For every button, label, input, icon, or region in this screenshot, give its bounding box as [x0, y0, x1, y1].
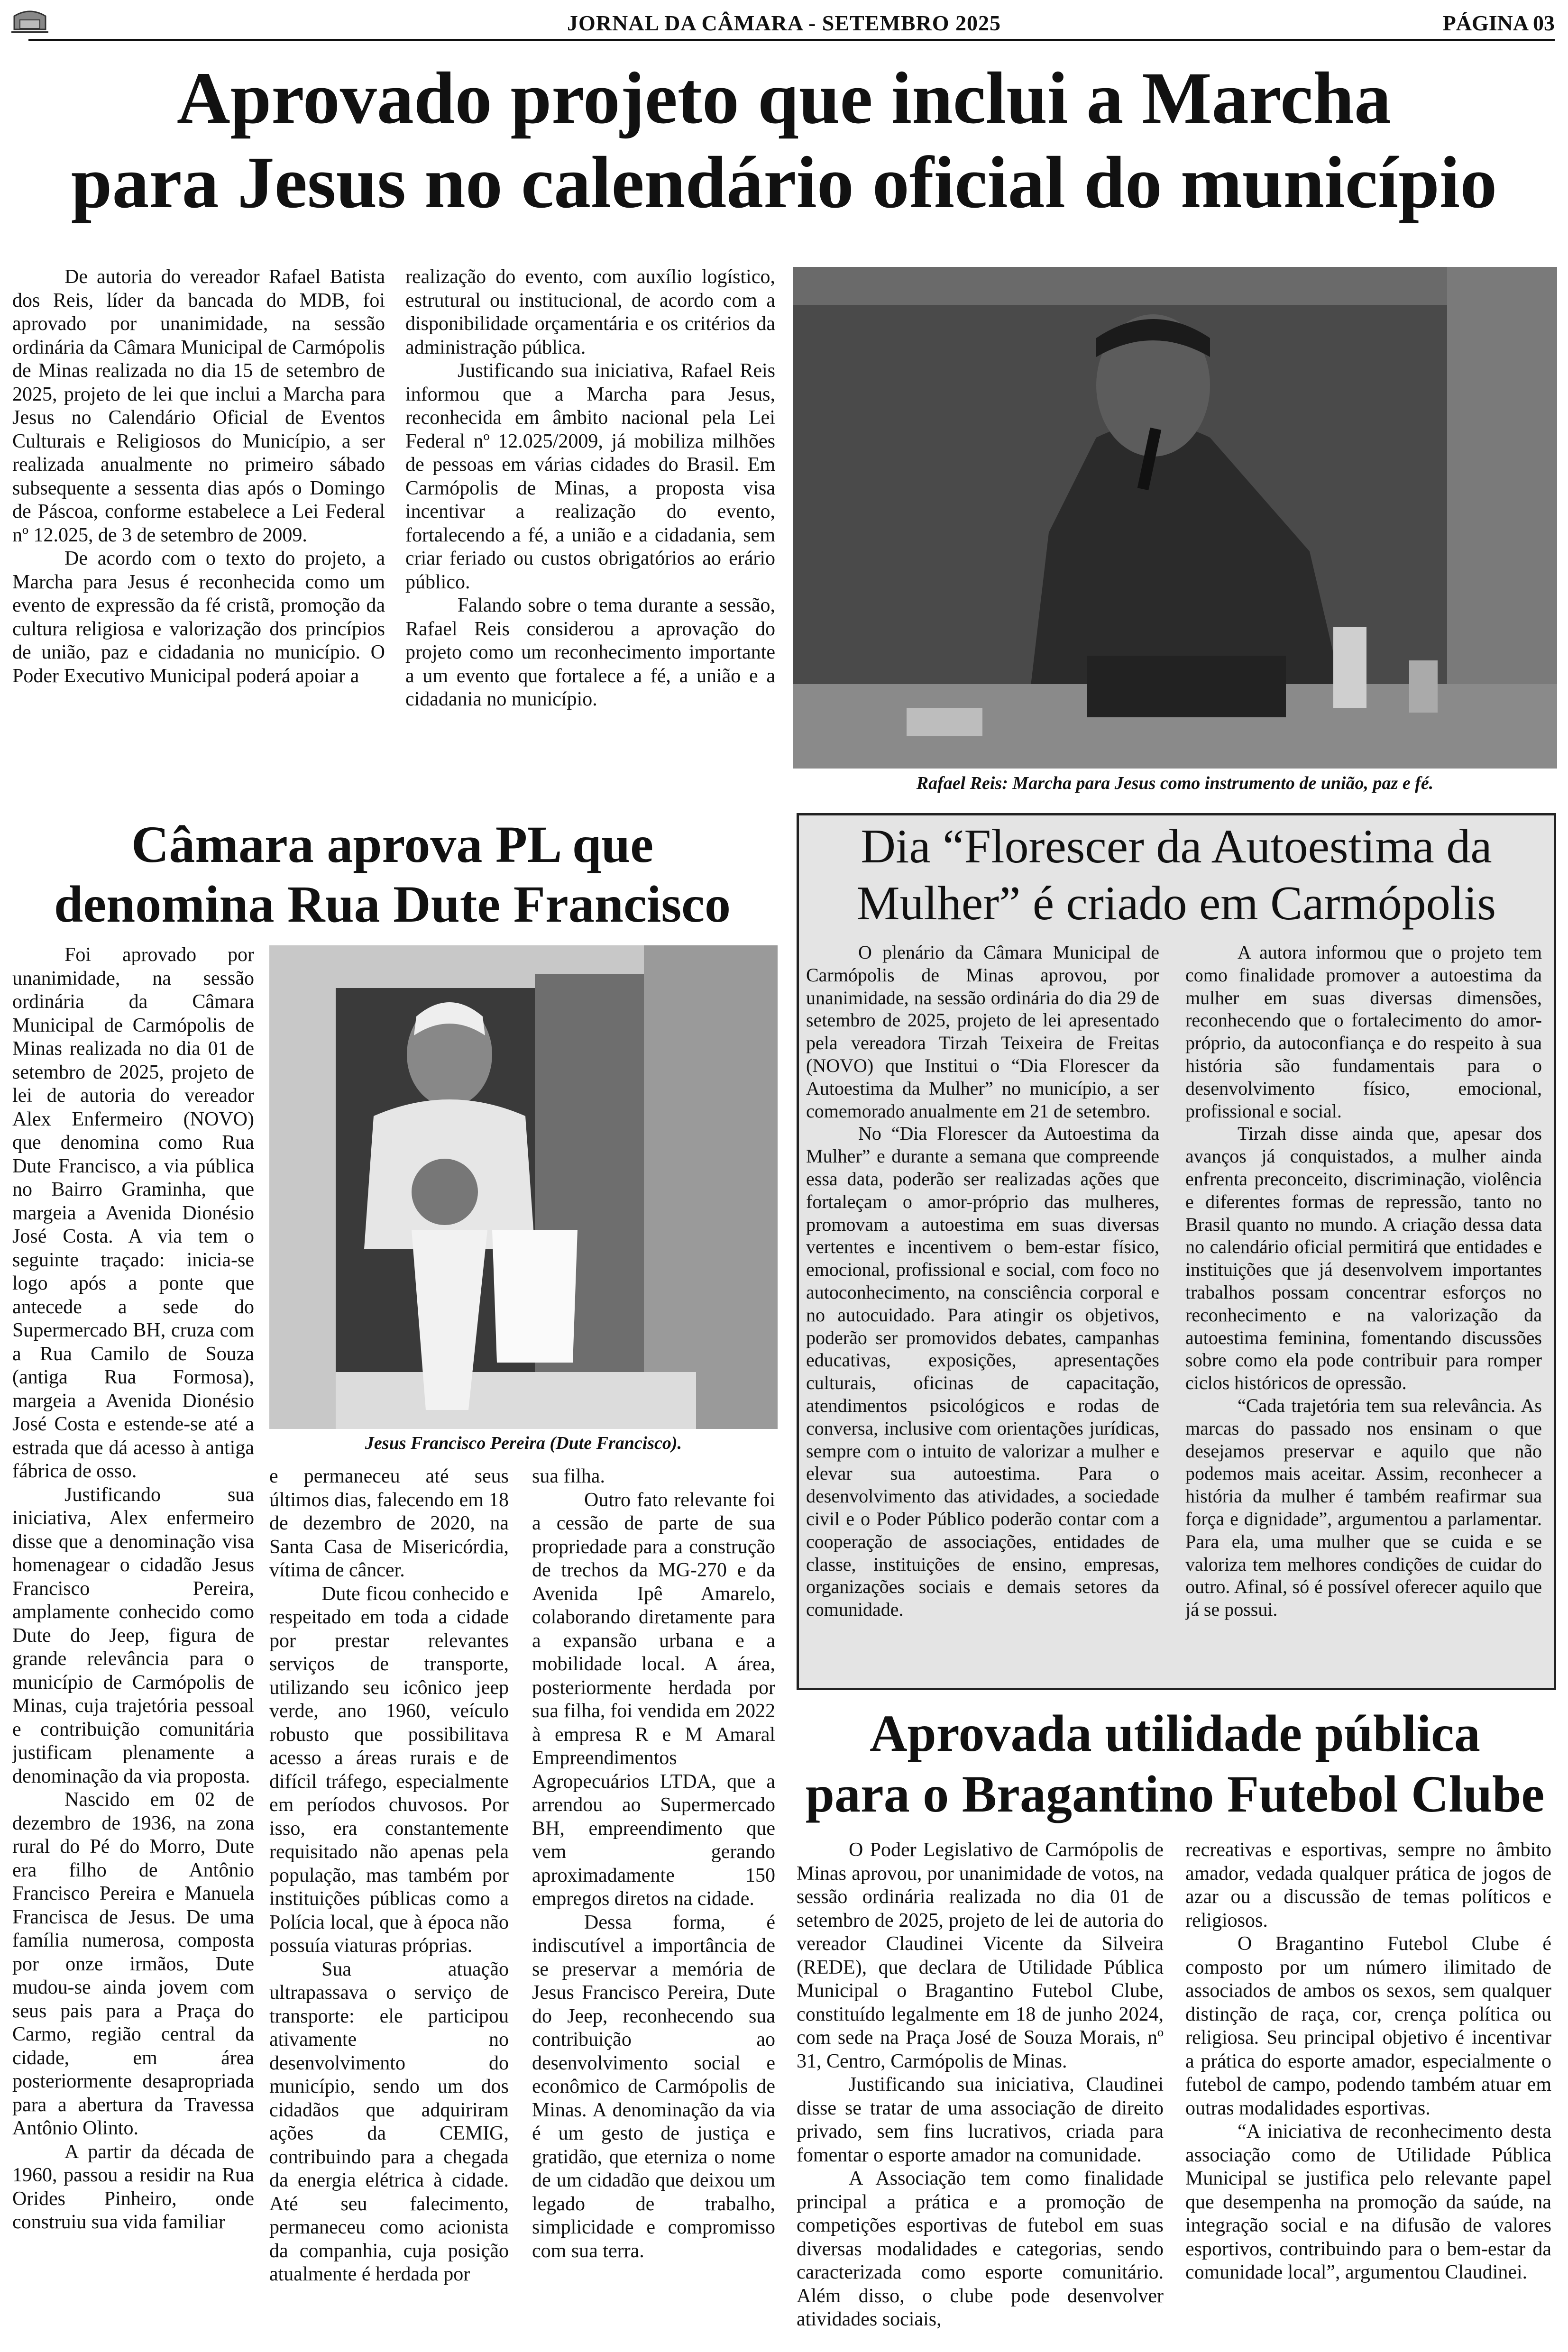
article3-paragraph: Tirzah disse ainda que, apesar dos avanços já conquistados, a mulher ainda enfrenta preconceito, discriminação, violência e diferentes formas de repressão, tanto no Brasil quanto no mundo. A criação dessa data no calendário oficial permitirá que entidades e instituições que já desenvolvem importantes trabalhos possam concentrar esforços no reconhecimento e na valorização da autoestima feminina, fomentando discussões sobre como ela pode contribuir para romper ciclos históricos de opressão. [1185, 1123, 1542, 1394]
newspaper-title: JORNAL DA CÂMARA - SETEMBRO 2025 [567, 11, 1001, 35]
article1-paragraph: Justificando sua iniciativa, Rafael Reis informou que a Marcha para Jesus, reconhecida em âmbito nacional pela Lei Federal nº 12.025/2009, já mobiliza milhões de pessoas em várias cidades do Brasil. Em Carmópolis de Minas, a proposta visa incentivar a realização do evento, fortalecendo a fé, a união e a cidadania, sem criar feriado ou custos obrigatórios ao erário público. [405, 360, 775, 593]
article4-paragraph: A Associação tem como finalidade principal a prática e a promoção de competições esportivas de futebol em suas diversas modalidades e categorias, sendo caracterizada como esporte comunitário. Além disso, o clube pode desenvolver atividades sociais, [797, 2168, 1164, 2330]
article3-headline-line2: Mulher” é criado em Carmópolis [856, 877, 1496, 930]
article4-headline-line1: Aprovada utilidade pública [870, 1704, 1480, 1762]
article2-paragraph-cont: e permaneceu até seus últimos dias, falecendo em 18 de dezembro de 2020, na Santa Casa de Misericórdia, vítima de câncer. [269, 1465, 509, 1581]
article2-headline [9, 815, 775, 934]
article3-paragraph: “Cada trajetória tem sua relevância. As marcas do passado nos ensinam o que desejamos preservar e aquilo que não podemos mais aceitar. Assim, reconhecer a história da mulher é também reafirmar sua força e dignidade”, argumentou a parlamentar. Para ela, uma mulher que se cuida e se valoriza tem melhores condições de cuidar do outro. Afinal, só é possível oferecer aquilo que já se possui. [1185, 1394, 1542, 1620]
article1-headline [9, 56, 1559, 225]
article3-column-2 [1185, 941, 1542, 1681]
dute-francisco-photo [269, 945, 778, 1429]
article1-headline-line1: Aprovado projeto que inclui a Marcha [176, 57, 1392, 139]
article2-paragraph: Dessa forma, é indiscutível a importância de se preservar a memória de Jesus Francisco Pereira, Dute do Jeep, reconhecendo sua contribuição ao desenvolvimento social e econômico de Carmópolis de Minas. A denominação da via é um gesto de justiça e gratidão, que eterniza o nome de um cidadão que deixou um legado de trabalho, simplicidade e compromisso com sua terra. [532, 1911, 775, 2262]
article1-paragraph-cont: realização do evento, com auxílio logístico, estrutural ou institucional, de acordo com a disponibilidade orçamentária e os critérios da administração pública. [405, 266, 775, 358]
article4-column-1 [797, 1839, 1164, 2341]
article4-paragraph-cont: recreativas e esportivas, sempre no âmbito amador, vedada qualquer prática de jogos de azar ou a discussão de temas políticos e religiosos. [1185, 1839, 1551, 1931]
article2-column-narrow [12, 943, 254, 2340]
article2-paragraph-cont: sua filha. [532, 1465, 605, 1487]
article3-headline-line1: Dia “Florescer da Autoestima da [861, 820, 1492, 873]
article2-paragraph: A partir da década de 1960, passou a residir na Rua Orides Pinheiro, onde construiu sua vida familiar [12, 2141, 254, 2233]
rafael-reis-photo-caption: Rafael Reis: Marcha para Jesus como instrumento de união, paz e fé. [916, 773, 1434, 793]
article2-paragraph: Sua atuação ultrapassava o serviço de transporte: ele participou ativamente no desenvolvimento do município, sendo um dos cidadãos que adquiriram ações da CEMIG, contribuindo para a chegada da energia elétrica à cidade. Até seu falecimento, permaneceu como acionista da companhia, cuja posição atualmente é herdada por [269, 1958, 509, 2285]
article1-paragraph: De autoria do vereador Rafael Batista dos Reis, líder da bancada do MDB, foi aprovado por unanimidade, na sessão ordinária da Câmara Municipal de Carmópolis de Minas realizada no dia 15 de setembro de 2025, projeto de lei que inclui a Marcha para Jesus no Calendário Oficial de Eventos Culturais e Religiosos do Município, a ser realizada anualmente no primeiro sábado subsequente a sessenta dias após o Domingo de Páscoa, conforme estabelece a Lei Federal nº 12.025, de 3 de setembro de 2009. [12, 266, 385, 546]
rafael-reis-photo [793, 267, 1557, 769]
article2-column-middle [269, 1465, 509, 2340]
article4-paragraph: O Poder Legislativo de Carmópolis de Minas aprovou, por unanimidade de votos, na sessão ordinária realizada no dia 01 de setembro de 2025, projeto de lei de autoria do vereador Claudinei Vicente da Silveira (REDE), que declara de Utilidade Pública Municipal o Bragantino Futebol Clube, constituído legalmente em 18 de junho 2024, com sede na Praça José de Souza Morais, nº 31, Centro, Carmópolis de Minas. [797, 1839, 1164, 2072]
article4-paragraph: O Bragantino Futebol Clube é composto por um número ilimitado de associados de ambos os sexos, sem qualquer distinção de raça, cor, crença política ou religiosa. Seu principal objetivo é incentivar a prática do esporte amador, especialmente o futebol de campo, podendo também atuar em outras modalidades esportivas. [1185, 1933, 1551, 2119]
article2-paragraph: Dute ficou conhecido e respeitado em toda a cidade por prestar relevantes serviços de transporte, utilizando seu icônico jeep verde, ano 1960, veículo robusto que possibilitava acesso a áreas rurais e de difícil tráfego, especialmente em períodos chuvosos. Por isso, era constantemente requisitado não apenas pela população, mas também por instituições públicas como a Polícia local, que à época não possuía viaturas próprias. [269, 1583, 509, 1957]
article1-column-1 [12, 265, 385, 813]
article1-paragraph: Falando sobre o tema durante a sessão, Rafael Reis considerou a aprovação do projeto como um reconhecimento importante a um evento que fortalece a fé, a união e a cidadania no município. [405, 595, 775, 710]
article3-paragraph: No “Dia Florescer da Autoestima da Mulher” e durante a semana que compreende essa data, poderão ser realizadas ações que fortaleçam o amor-próprio das mulheres, promovam a autoestima em suas diversas vertentes e incentivem o bem-estar físico, emocional, profissional e social, com foco no autoconhecimento, na consciência corporal e no autocuidado. Para atingir os objetivos, poderão ser promovidos debates, campanhas educativas, exposições, apresentações culturais, oficinas de capacitação, atendimentos psicológicos e rodas de conversa, inclusive com orientações jurídicas, sempre com o intuito de valorizar a mulher e elevar sua autoestima. Para o desenvolvimento das atividades, a sociedade civil e o Poder Público poderão contar com a cooperação de associações, entidades de classe, instituições de ensino, empresas, organizações sociais e demais setores da comunidade. [806, 1123, 1159, 1620]
page-number: PÁGINA 03 [1442, 11, 1555, 35]
article4-column-2 [1185, 1839, 1551, 2341]
article4-paragraph: “A iniciativa de reconhecimento desta associação como de Utilidade Pública Municipal se justifica pelo relevante papel que desempenha na promoção da saúde, na integração social e na difusão de valores esportivos, contribuindo para o bem-estar da comunidade local”, argumentou Claudinei. [1185, 2121, 1551, 2283]
article3-column-1 [806, 941, 1159, 1681]
article2-paragraph: Outro fato relevante foi a cessão de parte de sua propriedade para a construção de trechos da MG-270 e da Avenida Ipê Amarelo, colaborando diretamente para a expansão urbana e a mobilidade local. A área, posteriormente herdada por sua filha, foi vendida em 2022 à empresa R e M Amaral Empreendimentos Agropecuários LTDA, que a arrendou ao Supermercado BH, empreendimento que vem gerando aproximadamente 150 empregos diretos na cidade. [532, 1489, 775, 1910]
article2-paragraph: Nascido em 02 de dezembro de 1936, na zona rural do Pé do Morro, Dute era filho de Antônio Francisco Pereira e Manuela Francisca de Jesus. De uma família numerosa, composta por onze irmãos, Dute mudou-se ainda jovem com seus pais para a Praça do Carmo, região central da cidade, em área posteriormente desapropriada para a abertura da Travessa Antônio Olinto. [12, 1789, 254, 2139]
article3-paragraph: A autora informou que o projeto tem como finalidade promover a autoestima da mulher em suas diversas dimensões, reconhecendo que o fortalecimento do amor-próprio, da autoconfiança e do respeito à sua história são fundamentais para o desenvolvimento físico, emocional, profissional e social. [1185, 942, 1542, 1122]
article1-column-2 [405, 265, 775, 813]
article3-headline [801, 818, 1551, 932]
article4-paragraph: Justificando sua iniciativa, Claudinei disse se tratar de uma associação de direito privado, sem fins lucrativos, criada para fomentar o esporte amador na comunidade. [797, 2074, 1164, 2166]
article3-paragraph: O plenário da Câmara Municipal de Carmópolis de Minas aprovou, por unanimidade, na sessão ordinária do dia 29 de setembro de 2025, projeto de lei apresentado pela vereadora Tirzah Teixeira de Freitas (NOVO) que Institui o “Dia Florescer da Autoestima da Mulher” no município, a ser comemorado anualmente em 21 de setembro. [806, 942, 1159, 1122]
article2-headline-line2: denomina Rua Dute Francisco [54, 875, 731, 933]
article4-headline [793, 1703, 1557, 1824]
article4-headline-line2: para o Bragantino Futebol Clube [805, 1765, 1545, 1823]
header-rule [28, 39, 1555, 41]
article2-column-right [532, 1465, 775, 2340]
article2-paragraph: Foi aprovado por unanimidade, na sessão ordinária da Câmara Municipal de Carmópolis de Minas realizada no dia 01 de setembro de 2025, projeto de lei de autoria do vereador Alex Enfermeiro (NOVO) que denomina como Rua Dute Francisco, a via pública no Bairro Graminha, que margeia a Avenida Dionésio José Costa. A via tem o seguinte traçado: inicia-se logo após a ponte que antecede a sede do Supermercado BH, cruza com a Rua Camilo de Souza (antiga Rua Formosa), margeia a Avenida Dionésio José Costa e estende-se até a estrada que dá acesso à antiga fábrica de osso. [12, 944, 254, 1482]
article2-headline-line1: Câmara aprova PL que [131, 815, 654, 873]
dute-francisco-photo-caption: Jesus Francisco Pereira (Dute Francisco). [365, 1433, 682, 1453]
article1-paragraph: De acordo com o texto do projeto, a Marcha para Jesus é reconhecida como um evento de expressão da fé cristã, promoção da cultura religiosa e valorização dos princípios de união, paz e cidadania no município. O Poder Executivo Municipal poderá apoiar a [12, 548, 385, 687]
article2-paragraph: Justificando sua iniciativa, Alex enfermeiro disse que a denominação visa homenagear o cidadão Jesus Francisco Pereira, amplamente conhecido como Dute do Jeep, figura de grande relevância para o município de Carmópolis de Minas, cuja trajetória pessoal e contribuição comunitária justificam plenamente a denominação da via proposta. [12, 1483, 254, 1787]
article1-headline-line2: para Jesus no calendário oficial do município [71, 141, 1497, 223]
